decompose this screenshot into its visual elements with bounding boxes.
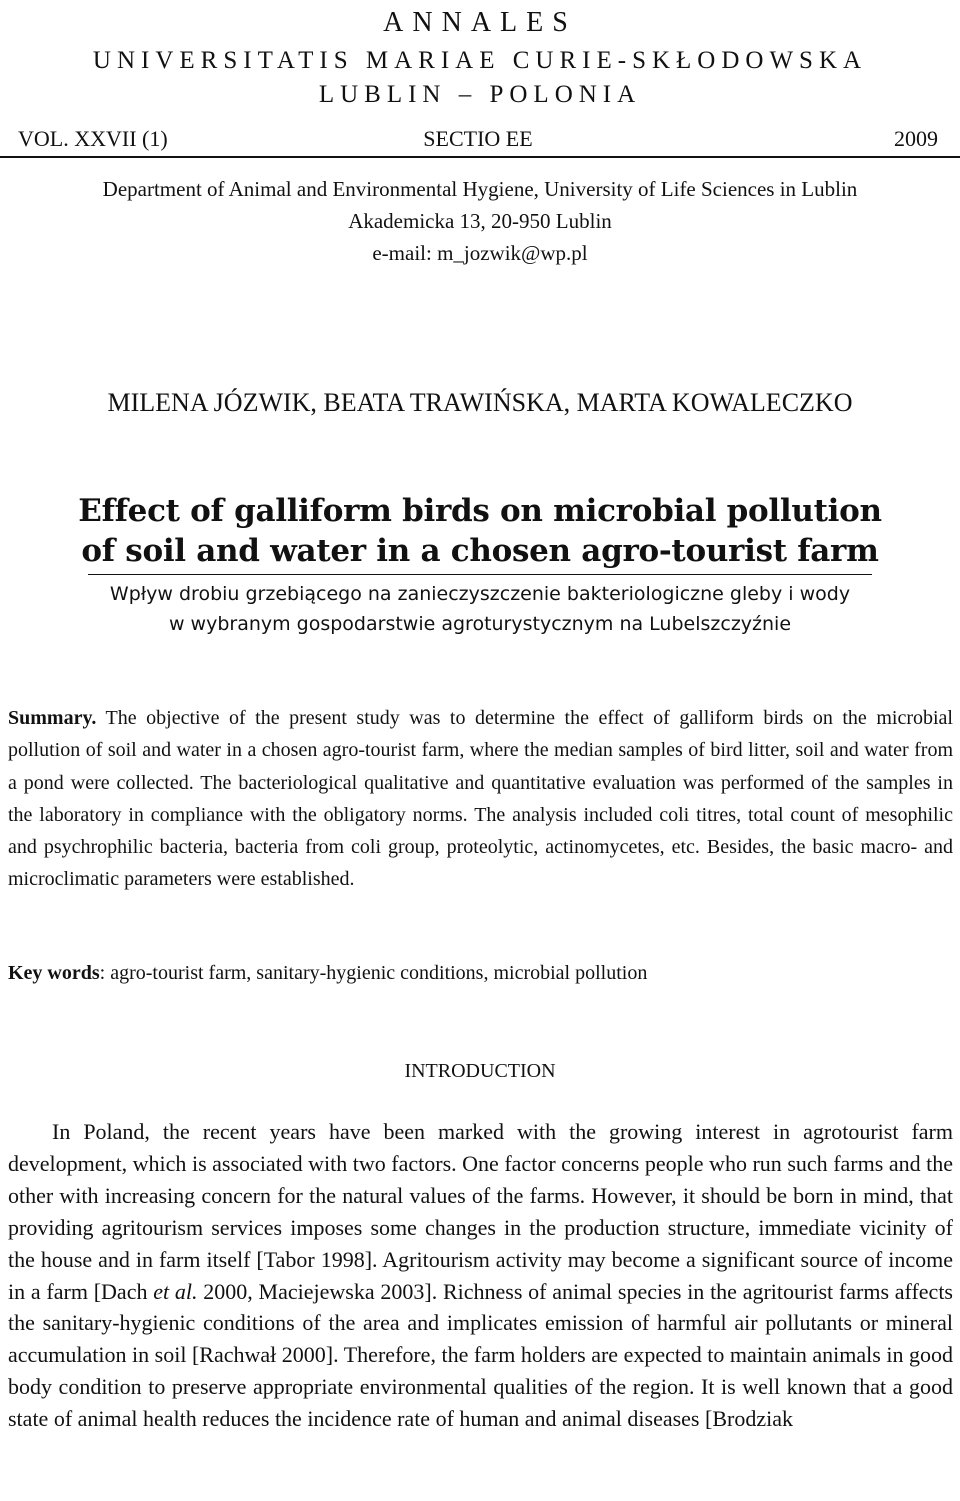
sectio-label: SECTIO EE bbox=[423, 126, 533, 151]
intro-text-part-2: 2000, Maciejewska 2003]. Richness of animal species in the agritourist farms affects the sanitary-hygienic conditions of the area and implicates emission of harmful air pollutants or mineral accumulation in soil [Rachwał 2000]. Therefore, the farm holders are expected to maintain animals in good body condition to preserve appropriate environmental qualities of the region. It is well known that a good state of animal health reduces the incidence rate of human and animal diseases [Brodziak bbox=[8, 1278, 953, 1432]
volume-row bbox=[18, 124, 938, 154]
summary-text: The objective of the present study was to determine the effect of galliform birds on the microbial pollution of soil and water in a chosen agro-tourist farm, where the median samples of bird litter, soil and water from a pond were collected. The bacteriological qualitative and quantitative evaluation was performed of the samples in the laboratory in compliance with the obligatory norms. The analysis included coli titres, total count of mesophilic and psychrophilic bacteria, bacteria from coli group, proteolytic, actinomycetes, etc. Besides, the basic macro- and microclimatic parameters were established. bbox=[8, 707, 953, 891]
journal-title-annales: ANNALES bbox=[383, 7, 577, 38]
affiliation-email: e-mail: m_jozwik@wp.pl bbox=[372, 241, 588, 265]
authors: MILENA JÓZWIK, BEATA TRAWIŃSKA, MARTA KOWALECZKO bbox=[107, 388, 853, 417]
intro-et-al: et al. bbox=[153, 1278, 198, 1304]
volume-number: VOL. XXVII (1) bbox=[18, 126, 168, 151]
intro-text-part-1: In Poland, the recent years have been marked with the growing interest in agrotourist farm development, which is associated with two factors. One factor concerns people who run such farms and the other with increasing concern for the natural values of the farms. However, it should be born in mind, that providing agritourism services imposes some changes in the production structure, immediate vicinity of the house and in farm itself [Tabor 1998]. Agritourism activity may become a significant source of income in a farm [Dach bbox=[8, 1119, 953, 1304]
polish-title-line-1: Wpływ drobiu grzebiącego na zanieczyszczenie bakteriologiczne gleby i wody bbox=[109, 583, 851, 605]
article-title-line-2: of soil and water in a chosen agro-tourist farm bbox=[81, 533, 879, 569]
affiliation-department: Department of Animal and Environmental Hygiene, University of Life Sciences in Lublin bbox=[102, 177, 858, 201]
affiliation-address: Akademicka 13, 20-950 Lublin bbox=[348, 209, 612, 233]
header-divider bbox=[0, 156, 960, 158]
keywords-line bbox=[8, 958, 953, 988]
article-title-line-1: Effect of galliform birds on microbial pollution bbox=[78, 493, 882, 529]
introduction-heading: INTRODUCTION bbox=[404, 1060, 556, 1082]
keywords-label: Key words bbox=[8, 962, 100, 984]
publication-year: 2009 bbox=[894, 126, 938, 151]
introduction-paragraph bbox=[8, 1116, 953, 1435]
title-divider bbox=[88, 574, 872, 575]
journal-title-university: UNIVERSITATIS MARIAE CURIE-SKŁODOWSKA bbox=[92, 47, 868, 74]
journal-title-city: LUBLIN – POLONIA bbox=[318, 81, 642, 108]
summary-paragraph bbox=[8, 702, 953, 896]
polish-title-line-2: w wybranym gospodarstwie agroturystycznym na Lubelszczyźnie bbox=[168, 613, 792, 635]
keywords-text: : agro-tourist farm, sanitary-hygienic conditions, microbial pollution bbox=[99, 962, 648, 984]
summary-label: Summary. bbox=[8, 707, 97, 729]
